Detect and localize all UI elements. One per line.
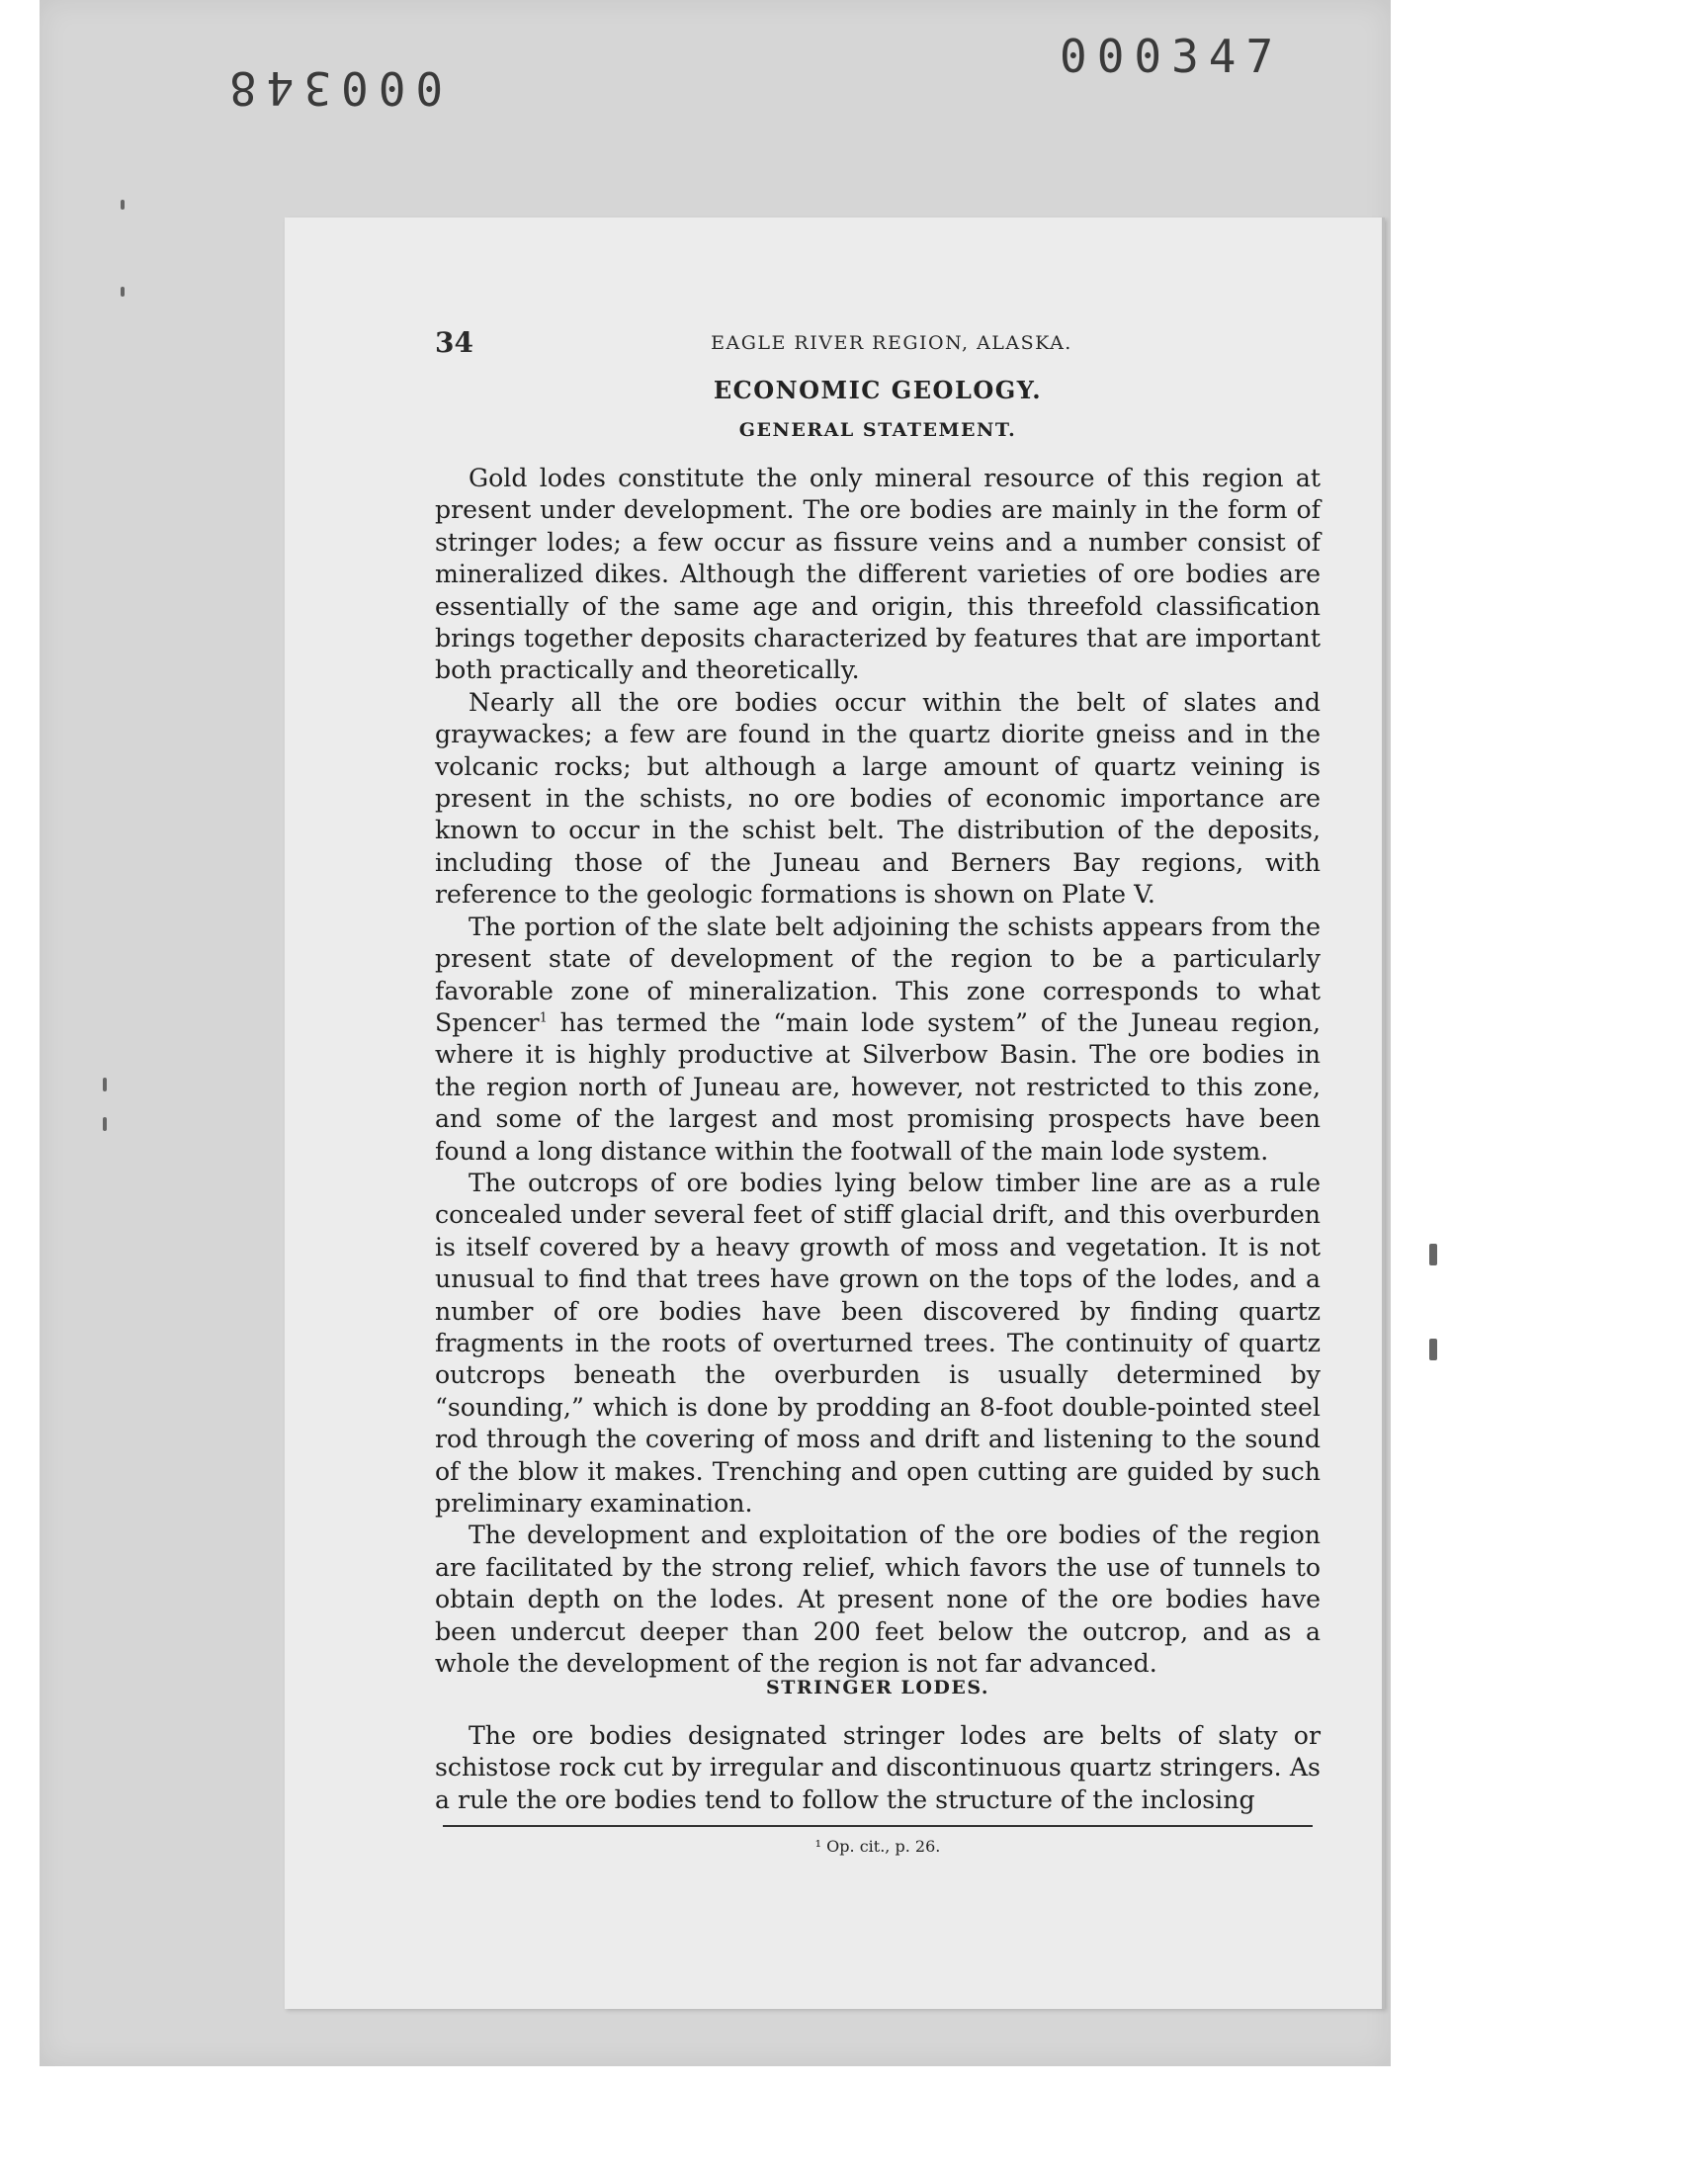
scan-mark bbox=[1429, 1339, 1437, 1360]
scan-mark bbox=[121, 287, 125, 297]
paragraph: The outcrops of ore bodies lying below timber line are as a rule concealed under several feet of stiff glacial drift, and this overburden is itself covered by a heavy growth of moss and vegetation. It is not unusual to find that trees have grown on the tops of the lodes, and a number of ore bodies have been discovered by finding quartz fragments in the roots of overturned trees. The continuity of quartz outcrops beneath the overburden is usually determined by “sounding,” which is done by prodding an 8-foot double-pointed steel rod through the covering of moss and drift and listening to the sound of the blow it makes. Trenching and open cutting are guided by such preliminary examination. bbox=[435, 1168, 1321, 1518]
section-heading: ECONOMIC GEOLOGY. bbox=[713, 376, 1043, 404]
paragraph: The ore bodies designated stringer lodes are belts of slaty or schistose rock cut by irregular and discontinuous quartz stringers. As a rule the ore bodies tend to follow the structure of the inclosing bbox=[435, 1721, 1321, 1814]
document-page bbox=[285, 218, 1385, 2009]
archive-stamp-left: 000348 bbox=[219, 61, 444, 115]
scan-mark bbox=[1429, 1244, 1437, 1265]
paragraph bbox=[435, 912, 1321, 1168]
footnote: ¹ Op. cit., p. 26. bbox=[814, 1837, 941, 1856]
running-title: EAGLE RIVER REGION, ALASKA. bbox=[711, 332, 1072, 354]
scan-mark bbox=[121, 200, 125, 210]
paragraph-text: The portion of the slate belt adjoining the schists appears from the present state of development of the region to be a particularly favorable zone of mineralization. This zone corresponds to what Spencer bbox=[435, 912, 1321, 1037]
paragraph: Gold lodes constitute the only mineral resource of this region at present under development. The ore bodies are mainly in the form of stringer lodes; a few occur as fissure veins and a number consist of mineralized dikes. Although the different varieties of ore bodies are essentially of the same age and origin, this threefold classification brings together deposits characterized by features that are important both practically and theoretically. bbox=[435, 464, 1321, 685]
body-text bbox=[435, 463, 1321, 1680]
archive-stamp-right: 000347 bbox=[1060, 30, 1284, 83]
page-header bbox=[435, 326, 1321, 366]
paragraph-text: has termed the “main lode system” of the Juneau region, where it is highly productive at Silverbow Basin. The ore bodies in the region north of Juneau are, however, not restricted to this zone, and some of the largest and most promising prospects have been found a long distance within the footwall of the main lode system. bbox=[435, 1007, 1321, 1166]
subsection-heading: STRINGER LODES. bbox=[765, 1677, 990, 1698]
footnote-reference: 1 bbox=[539, 1010, 548, 1026]
footnote-divider bbox=[443, 1825, 1313, 1827]
scan-mark bbox=[103, 1117, 107, 1131]
paragraph: The development and exploitation of the ore bodies of the region are facilitated by the strong relief, which favors the use of tunnels to obtain depth on the lodes. At present none of the ore bodies have been undercut deeper than 200 feet below the outcrop, and as a whole the development of the region is not far advanced. bbox=[435, 1521, 1321, 1679]
scan-mark bbox=[103, 1078, 107, 1091]
body-text bbox=[435, 1720, 1321, 1816]
paragraph: Nearly all the ore bodies occur within the belt of slates and graywackes; a few are found in the quartz diorite gneiss and in the volcanic rocks; but although a large amount of quartz veining is present in the schists, no ore bodies of economic importance are known to occur in the schist belt. The distribution of the deposits, including those of the Juneau and Berners Bay regions, with reference to the geologic formations is shown on Plate V. bbox=[435, 687, 1321, 910]
subsection-heading: GENERAL STATEMENT. bbox=[738, 419, 1017, 441]
page-number: 34 bbox=[435, 326, 473, 359]
